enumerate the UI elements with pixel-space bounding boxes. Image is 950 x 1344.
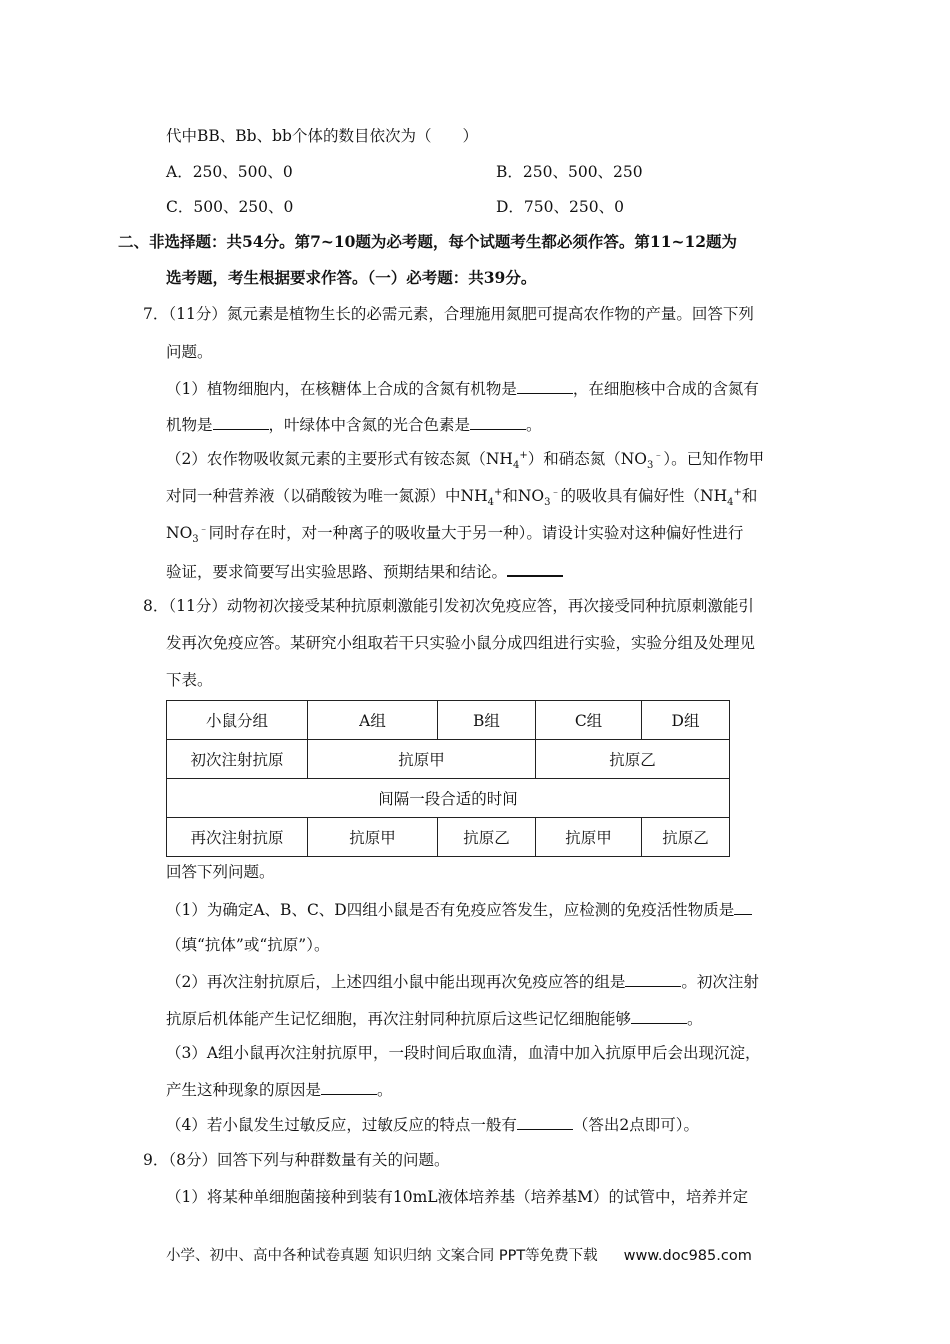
no3-charge: ﹣ (653, 449, 664, 461)
nh4-charge: + (733, 486, 742, 498)
q8-stem-line2: 发再次免疫应答。某研究小组取若干只实验小鼠分成四组进行实验，实验分组及处理见 (166, 634, 756, 652)
table-row (167, 701, 730, 740)
table-header-cell: D组 (642, 701, 730, 740)
table-cell: 抗原乙 (536, 740, 730, 779)
table-row (167, 818, 730, 857)
q8-part2-line1 (166, 971, 759, 992)
footer-url[interactable]: www.doc985.com (623, 1248, 752, 1264)
table-cell: 抗原乙 (642, 818, 730, 857)
q7-part1-text-e: 。 (526, 416, 542, 434)
q8-part3-line2 (166, 1079, 393, 1100)
table-cell: 抗原乙 (438, 818, 536, 857)
nh4-subscript: 4 (727, 497, 734, 509)
table-row (167, 740, 730, 779)
section2-heading-line1: 二、非选择题：共54分。第7~10题为必考题，每个试题考生都必须作答。第11~12题为 (118, 232, 738, 251)
q7-part2-text-a: （2）农作物吸收氮元素的主要形式有铵态氮（NH (166, 450, 513, 468)
q8-blank-1[interactable] (734, 899, 752, 915)
q7-part2-line4 (166, 560, 563, 582)
q7-part1-text-c: 机物是 (166, 416, 213, 434)
q8-part1-line1 (166, 899, 752, 920)
q7-part2-text-d: 对同一种营养液（以硝酸铵为唯一氮源）中NH (166, 487, 488, 505)
q8-part4-text-b: （答出2点即可）。 (572, 1116, 699, 1134)
no3-subscript: 3 (544, 497, 551, 509)
q8-part1-line2: （填“抗体”或“抗原”）。 (166, 936, 330, 954)
q7-part2-text-i: 同时存在时，对一种离子的吸收量大于另一种）。请设计实验对这种偏好性进行 (208, 524, 744, 542)
q8-after-table: 回答下列问题。 (166, 863, 275, 881)
table-cell: 抗原甲 (308, 740, 536, 779)
q7-blank-3[interactable] (470, 414, 526, 430)
q8-part1-text-a: （1）为确定A、B、C、D四组小鼠是否有免疫应答发生，应检测的免疫活性物质是 (166, 901, 735, 919)
table-cell: 抗原甲 (536, 818, 642, 857)
table-header-cell: B组 (438, 701, 536, 740)
table-header-cell: A组 (308, 701, 438, 740)
q7-part2-text-h: NO (166, 524, 193, 542)
q6-option-b: B．250、500、250 (496, 163, 643, 181)
q7-part2-line3 (166, 523, 744, 546)
q7-blank-1[interactable] (517, 378, 573, 394)
footer-text: 小学、初中、高中各种试卷真题 知识归纳 文案合同 PPT等免费下载 (166, 1248, 598, 1264)
page-footer (166, 1244, 752, 1265)
no3-subscript: 3 (192, 534, 199, 546)
q7-part1-text-b: ，在细胞核中合成的含氮有 (572, 380, 759, 398)
q7-part1-text-a: （1）植物细胞内，在核糖体上合成的含氮有机物是 (166, 380, 517, 398)
q8-blank-5[interactable] (517, 1114, 573, 1130)
q6-option-a: A．250、500、0 (166, 163, 293, 181)
table-cell: 抗原甲 (308, 818, 438, 857)
q8-stem-line3: 下表。 (166, 671, 213, 689)
q7-part1-line1 (166, 378, 759, 399)
q8-part4-line (166, 1114, 699, 1135)
q8-part2-text-a: （2）再次注射抗原后，上述四组小鼠中能出现再次免疫应答的组是 (166, 973, 626, 991)
q7-part2-text-e: 和NO (502, 487, 545, 505)
table-cell: 再次注射抗原 (167, 818, 308, 857)
q8-part3-line1: （3）A组小鼠再次注射抗原甲，一段时间后取血清，血清中加入抗原甲后会出现沉淀， (166, 1044, 761, 1062)
q6-option-d: D．750、250、0 (496, 198, 624, 216)
q8-part2-line2 (166, 1008, 703, 1029)
q9-part1-line1: （1）将某种单细胞菌接种到装有10mL液体培养基（培养基M）的试管中，培养并定 (166, 1188, 748, 1206)
q8-part3-text-c: 。 (377, 1081, 393, 1099)
no3-subscript: 3 (647, 460, 654, 472)
q6-stem-tail: 代中BB、Bb、bb个体的数目依次为（ ） (166, 127, 478, 145)
q8-part2-text-d: 。 (687, 1010, 703, 1028)
q8-blank-3[interactable] (631, 1008, 687, 1024)
q6-option-c: C．500、250、0 (166, 198, 294, 216)
q7-part2-line1 (166, 449, 765, 472)
q7-stem-line1: 7．（11分）氮元素是植物生长的必需元素，合理施用氮肥可提高农作物的产量。回答下列 (143, 305, 754, 323)
no3-charge: ﹣ (550, 486, 561, 498)
nh4-subscript: 4 (487, 497, 494, 509)
q7-part2-text-b: ）和硝态氮（NO (527, 450, 647, 468)
table-cell: 间隔一段合适的时间 (167, 779, 730, 818)
q7-stem-line2: 问题。 (166, 343, 213, 361)
nh4-charge: + (493, 486, 503, 498)
q8-part2-text-c: 抗原后机体能产生记忆细胞，再次注射同种抗原后这些记忆细胞能够 (166, 1010, 632, 1028)
section2-heading-line2: 选考题，考生根据要求作答。（一）必考题：共39分。 (166, 268, 537, 287)
q9-stem: 9．（8分）回答下列与种群数量有关的问题。 (143, 1151, 450, 1169)
no3-charge: ﹣ (198, 523, 209, 535)
q8-blank-2[interactable] (625, 971, 681, 987)
nh4-subscript: 4 (512, 460, 520, 472)
table-header-cell: 小鼠分组 (167, 701, 308, 740)
q7-part2-text-j: 验证，要求简要写出实验思路、预期结果和结论。 (166, 563, 508, 581)
q8-part2-text-b: 。初次注射 (681, 973, 759, 991)
q8-part4-text-a: （4）若小鼠发生过敏反应，过敏反应的特点一般有 (166, 1116, 517, 1134)
q7-part1-text-d: ，叶绿体中含氮的光合色素是 (268, 416, 471, 434)
q7-part1-line2 (166, 414, 542, 435)
q8-stem-line1: 8．（11分）动物初次接受某种抗原刺激能引发初次免疫应答，再次接受同种抗原刺激能引 (143, 597, 754, 615)
q8-blank-4[interactable] (321, 1079, 377, 1095)
q7-blank-4[interactable] (507, 560, 563, 577)
table-cell: 初次注射抗原 (167, 740, 308, 779)
q8-part3-text-b: 产生这种现象的原因是 (166, 1081, 322, 1099)
nh4-charge: + (519, 449, 528, 461)
q7-part2-text-f: 的吸收具有偏好性（NH (560, 487, 728, 505)
experiment-table (166, 700, 730, 857)
q7-part2-text-c: ）。已知作物甲 (663, 450, 765, 468)
q7-blank-2[interactable] (213, 414, 269, 430)
q7-part2-line2 (166, 486, 758, 509)
table-header-cell: C组 (536, 701, 642, 740)
table-row (167, 779, 730, 818)
q7-part2-text-g: 和 (741, 487, 758, 505)
